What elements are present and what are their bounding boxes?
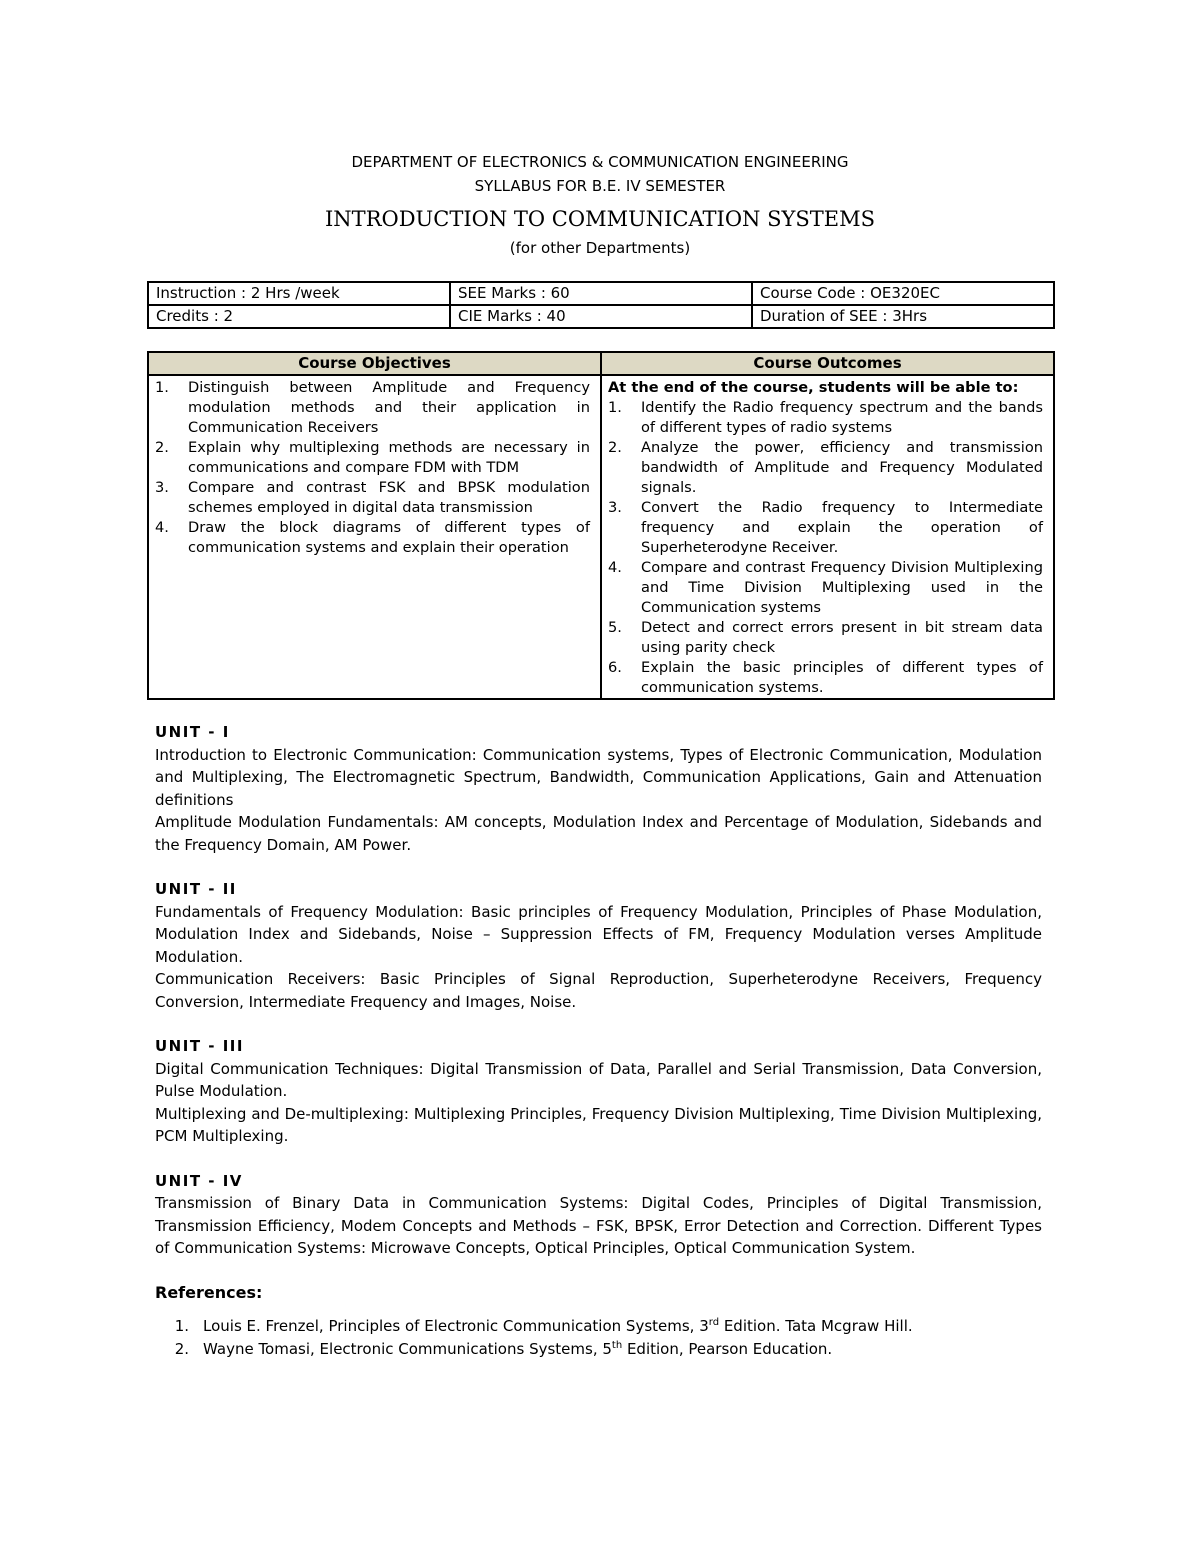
syllabus-heading: SYLLABUS FOR B.E. IV SEMESTER (474, 177, 726, 195)
cie-marks-cell: CIE Marks : 40 (450, 305, 752, 328)
objectives-list (155, 378, 590, 558)
list-item: 1. Identify the Radio frequency spectrum and the bands of different types of radio systems (608, 399, 1043, 436)
outcomes-list (608, 398, 1043, 698)
info-row (148, 282, 1054, 305)
syllabus-body (155, 721, 1042, 1360)
outcomes-cell (601, 375, 1054, 699)
outcomes-lead: At the end of the course, students will be able to: (608, 379, 1019, 396)
list-item: 2. Explain why multiplexing methods are necessary in communications and compare FDM with TDM (155, 439, 590, 476)
references-heading: References: (155, 1282, 263, 1302)
reference-item: 1. Louis E. Frenzel, Principles of Electronic Communication Systems, 3rd Edition. Tata Mcgraw Hill. (174, 1317, 913, 1335)
list-item: 4. Draw the block diagrams of different types of communication systems and explain their operation (155, 519, 590, 556)
course-code-cell: Course Code : OE320EC (752, 282, 1054, 305)
list-item: 6. Explain the basic principles of different types of communication systems. (608, 659, 1043, 696)
course-title: INTRODUCTION TO COMMUNICATION SYSTEMS (325, 207, 875, 231)
list-item: 4. Compare and contrast Frequency Division Multiplexing and Time Division Multiplexing used in the Communication systems (608, 559, 1043, 616)
list-item: 3. Compare and contrast FSK and BPSK modulation schemes employed in digital data transmission (155, 479, 590, 516)
unit-paragraph: Fundamentals of Frequency Modulation: Basic principles of Frequency Modulation, Principles of Phase Modulation, Modulation Index and Sidebands, Noise – Suppression Effects of FM, Frequency Modulation verses Amplitude Modulation. (155, 902, 1042, 966)
outcomes-heading: Course Outcomes (601, 352, 1054, 375)
unit-heading: UNIT - I (155, 723, 230, 741)
objectives-outcomes-table (147, 351, 1055, 700)
unit-paragraph: Amplitude Modulation Fundamentals: AM concepts, Modulation Index and Percentage of Modulation, Sidebands and the Frequency Domain, AM Power. (155, 813, 1042, 854)
info-row (148, 305, 1054, 328)
see-marks-cell: SEE Marks : 60 (450, 282, 752, 305)
reference-item: 2. Wayne Tomasi, Electronic Communications Systems, 5th Edition, Pearson Education. (174, 1339, 833, 1358)
course-info-table (147, 281, 1055, 329)
list-item: 5. Detect and correct errors present in bit stream data using parity check (608, 619, 1043, 656)
course-subtitle: (for other Departments) (509, 239, 691, 257)
instruction-cell: Instruction : 2 Hrs /week (148, 282, 450, 305)
unit-paragraph: Transmission of Binary Data in Communication Systems: Digital Codes, Principles of Digital Transmission, Transmission Efficiency, Modem Concepts and Methods – FSK, BPSK, Error Detection and Correction. Different Types of Communication Systems: Microwave Concepts, Optical Principles, Optical Communication System. (155, 1194, 1042, 1257)
unit-paragraph: Digital Communication Techniques: Digital Transmission of Data, Parallel and Serial Transmission, Data Conversion, Pulse Modulation. (155, 1059, 1042, 1100)
unit-paragraph: Communication Receivers: Basic Principles of Signal Reproduction, Superheterodyne Receivers, Frequency Conversion, Intermediate Frequency and Images, Noise. (155, 970, 1042, 1011)
see-duration-cell: Duration of SEE : 3Hrs (752, 305, 1054, 328)
list-item: 3. Convert the Radio frequency to Intermediate frequency and explain the operation of Superheterodyne Receiver. (608, 499, 1043, 556)
objectives-heading: Course Objectives (148, 352, 601, 375)
objectives-cell (148, 375, 601, 699)
unit-heading: UNIT - II (155, 880, 237, 898)
list-item: 1. Distinguish between Amplitude and Frequency modulation methods and their application in Communication Receivers (155, 379, 590, 436)
unit-heading: UNIT - III (155, 1037, 244, 1055)
unit-paragraph: Introduction to Electronic Communication: Communication systems, Types of Electronic Communication, Modulation and Multiplexing, The Electromagnetic Spectrum, Bandwidth, Communication Applications, Gain and Attenuation definitions (155, 745, 1042, 809)
references-list (155, 1315, 1042, 1360)
credits-cell: Credits : 2 (148, 305, 450, 328)
unit-heading: UNIT - IV (155, 1171, 243, 1190)
unit-paragraph: Multiplexing and De-multiplexing: Multiplexing Principles, Frequency Division Multiplexing, Time Division Multiplexing, PCM Multiplexing. (155, 1104, 1042, 1145)
department-heading: DEPARTMENT OF ELECTRONICS & COMMUNICATION ENGINEERING (351, 153, 849, 171)
list-item: 2. Analyze the power, efficiency and transmission bandwidth of Amplitude and Frequency Modulated signals. (608, 439, 1043, 496)
